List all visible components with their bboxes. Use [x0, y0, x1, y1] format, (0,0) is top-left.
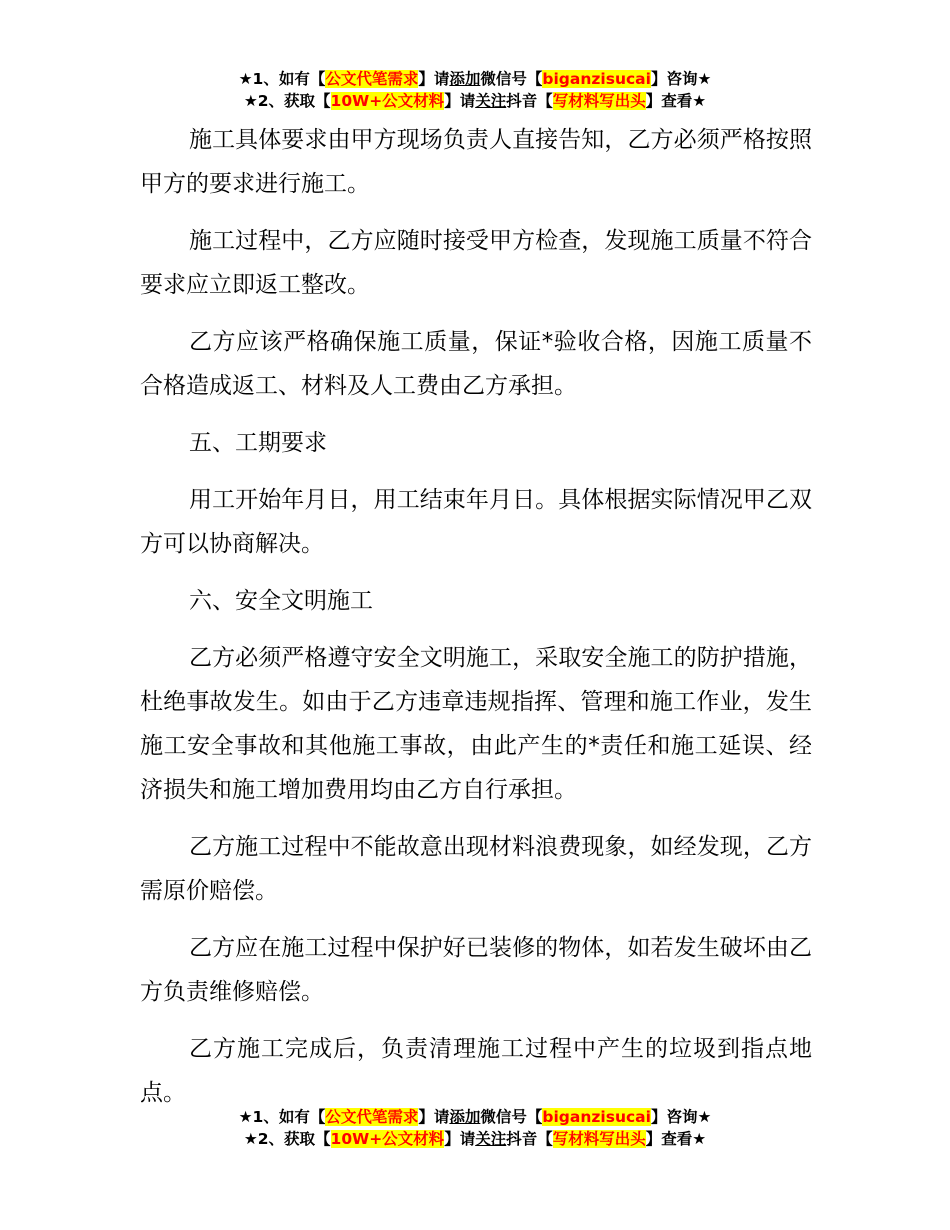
star-icon: ★ [243, 92, 258, 110]
section-heading-safety: 六、安全文明施工 [189, 588, 373, 614]
douyin-account-highlight: 写材料写出头 [552, 92, 646, 110]
paragraph-quality: 乙方应该严格确保施工质量，保证*验收合格，因施工质量不合格造成返工、材料及人工费由乙方承担。 [140, 329, 812, 399]
star-icon: ★ [238, 70, 253, 88]
paragraph-protection: 乙方应在施工过程中保护好已装修的物体，如若发生破坏由乙方负责维修赔偿。 [140, 935, 812, 1005]
paragraph-material-waste: 乙方施工过程中不能故意出现材料浪费现象，如经发现，乙方需原价赔偿。 [140, 834, 812, 904]
wechat-id-highlight: biganzisucai [542, 70, 651, 88]
star-icon: ★ [243, 1130, 258, 1148]
paragraph-cleanup: 乙方施工完成后，负责清理施工过程中产生的垃圾到指点地点。 [140, 1036, 812, 1106]
section-heading-schedule: 五、工期要求 [189, 430, 327, 456]
wechat-id-highlight: biganzisucai [542, 1108, 651, 1126]
ghostwriting-highlight: 公文代笔需求 [325, 1108, 419, 1126]
header-line-1: ★1、如有【公文代笔需求】请添加微信号【biganzisucai】咨询★ [238, 70, 712, 88]
footer-banner [0, 1106, 950, 1150]
header-line-2: ★2、获取【10W+公文材料】请关注抖音【写材料写出头】查看★ [243, 92, 707, 110]
document-body [140, 118, 812, 1128]
header-banner [0, 68, 950, 112]
star-icon: ★ [238, 1108, 253, 1126]
footer-line-2: ★2、获取【10W+公文材料】请关注抖音【写材料写出头】查看★ [243, 1130, 707, 1148]
ghostwriting-highlight: 公文代笔需求 [325, 70, 419, 88]
footer-line-1: ★1、如有【公文代笔需求】请添加微信号【biganzisucai】咨询★ [238, 1108, 712, 1126]
materials-highlight: 10W+公文材料 [330, 92, 445, 110]
douyin-account-highlight: 写材料写出头 [552, 1130, 646, 1148]
paragraph-inspection: 施工过程中，乙方应随时接受甲方检查，发现施工质量不符合要求应立即返工整改。 [140, 228, 812, 298]
paragraph-schedule: 用工开始年月日，用工结束年月日。具体根据实际情况甲乙双方可以协商解决。 [140, 487, 812, 557]
paragraph-safety: 乙方必须严格遵守安全文明施工，采取安全施工的防护措施，杜绝事故发生。如由于乙方违章违规指挥、管理和施工作业，发生施工安全事故和其他施工事故，由此产生的*责任和施工延误、经济损失和施工增加费用均由乙方自行承担。 [140, 645, 812, 803]
paragraph-construction-requirements: 施工具体要求由甲方现场负责人直接告知，乙方必须严格按照甲方的要求进行施工。 [140, 127, 812, 197]
materials-highlight: 10W+公文材料 [330, 1130, 445, 1148]
